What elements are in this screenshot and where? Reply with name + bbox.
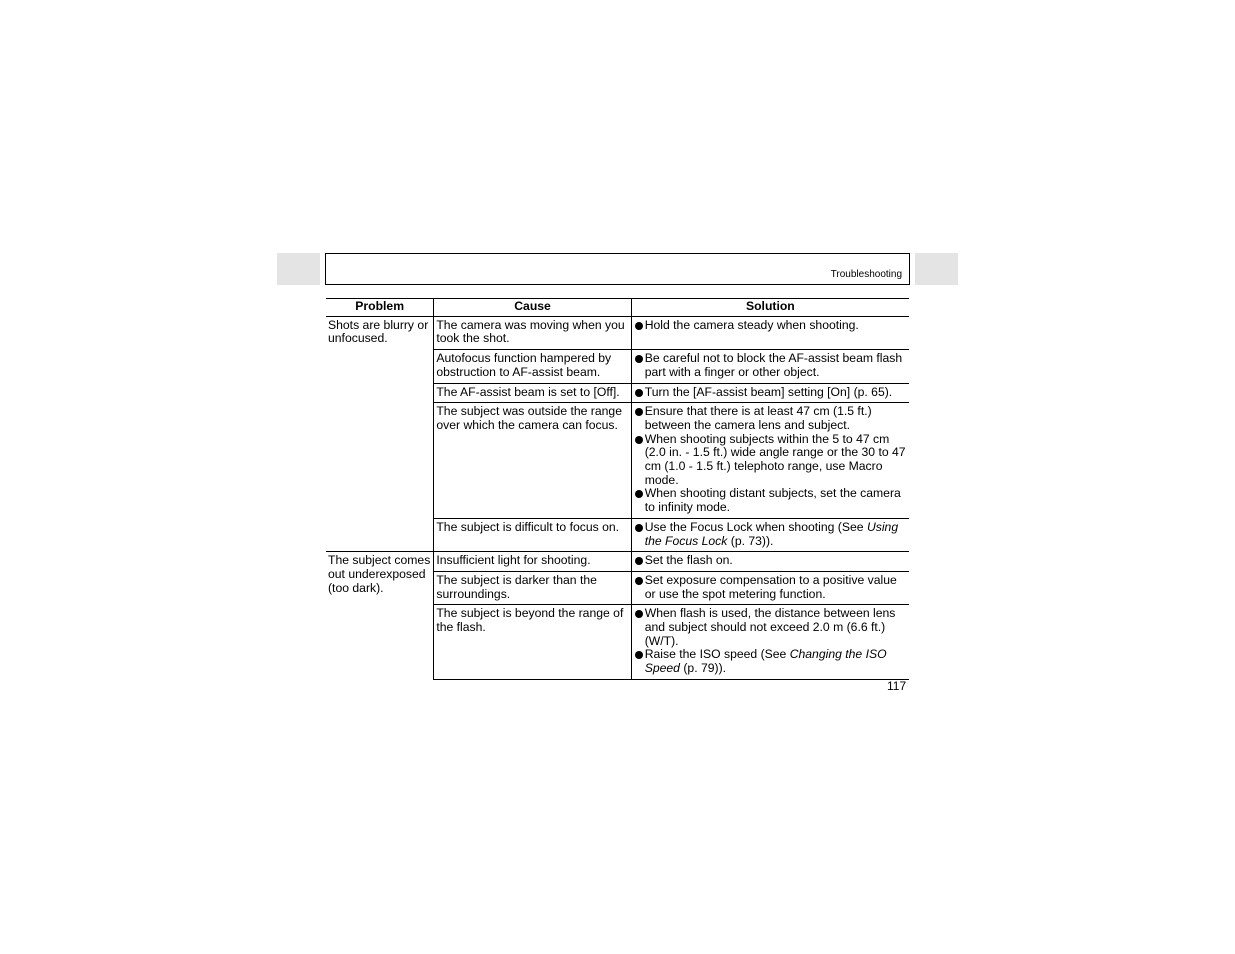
bullet-icon — [635, 557, 643, 565]
left-page-tab — [277, 253, 320, 285]
solution-item: When shooting distant subjects, set the camera to infinity mode. — [634, 487, 907, 514]
solution-cell — [631, 383, 909, 403]
bullet-icon — [635, 322, 643, 330]
cause-cell: Autofocus function hampered by obstruction to AF-assist beam. — [434, 350, 631, 383]
troubleshooting-table — [326, 298, 909, 680]
bullet-icon — [635, 355, 643, 363]
solution-item: Use the Focus Lock when shooting (See Using the Focus Lock (p. 73)). — [634, 521, 907, 548]
problem-cell: The subject comes out underexposed (too dark). — [326, 552, 434, 680]
bullet-icon — [635, 408, 643, 416]
page-header — [325, 253, 910, 285]
cause-cell: The subject is beyond the range of the flash. — [434, 605, 631, 680]
solution-item: Set the flash on. — [634, 554, 907, 568]
solution-item: Raise the ISO speed (See Changing the ISO Speed (p. 79)). — [634, 648, 907, 675]
cause-cell: The subject was outside the range over which the camera can focus. — [434, 403, 631, 519]
bullet-icon — [635, 610, 643, 618]
table-row — [326, 552, 909, 572]
column-header-solution: Solution — [631, 299, 909, 317]
solution-item: When flash is used, the distance between lens and subject should not exceed 2.0 m (6.6 ft.) (W/T). — [634, 607, 907, 648]
problem-cell: Shots are blurry or unfocused. — [326, 316, 434, 552]
bullet-icon — [635, 490, 643, 498]
column-header-cause: Cause — [434, 299, 631, 317]
solution-item: Set exposure compensation to a positive value or use the spot metering function. — [634, 574, 907, 601]
solution-item: Hold the camera steady when shooting. — [634, 319, 907, 333]
solution-item: When shooting subjects within the 5 to 47 cm (2.0 in. - 1.5 ft.) wide angle range or the 30 to 47 cm (1.0 - 1.5 ft.) telephoto range, use Macro mode. — [634, 433, 907, 488]
page-number: 117 — [887, 679, 907, 693]
bullet-icon — [635, 524, 643, 532]
solution-cell — [631, 518, 909, 551]
solution-item: Ensure that there is at least 47 cm (1.5 ft.) between the camera lens and subject. — [634, 405, 907, 432]
right-page-tab — [915, 253, 958, 285]
solution-cell — [631, 350, 909, 383]
cause-cell: The camera was moving when you took the shot. — [434, 316, 631, 349]
solution-item: Turn the [AF-assist beam] setting [On] (p. 65). — [634, 386, 907, 400]
table-row — [326, 316, 909, 349]
section-title: Troubleshooting — [830, 269, 902, 280]
column-header-problem: Problem — [326, 299, 434, 317]
bullet-icon — [635, 651, 643, 659]
table-header-row — [326, 299, 909, 317]
cause-cell: Insufficient light for shooting. — [434, 552, 631, 572]
bullet-icon — [635, 577, 643, 585]
solution-cell — [631, 403, 909, 519]
cause-cell: The subject is darker than the surroundings. — [434, 571, 631, 604]
bullet-icon — [635, 436, 643, 444]
solution-item: Be careful not to block the AF-assist beam flash part with a finger or other object. — [634, 352, 907, 379]
solution-cell — [631, 605, 909, 680]
solution-cell — [631, 316, 909, 349]
solution-cell — [631, 571, 909, 604]
cause-cell: The subject is difficult to focus on. — [434, 518, 631, 551]
cause-cell: The AF-assist beam is set to [Off]. — [434, 383, 631, 403]
solution-cell — [631, 552, 909, 572]
bullet-icon — [635, 389, 643, 397]
